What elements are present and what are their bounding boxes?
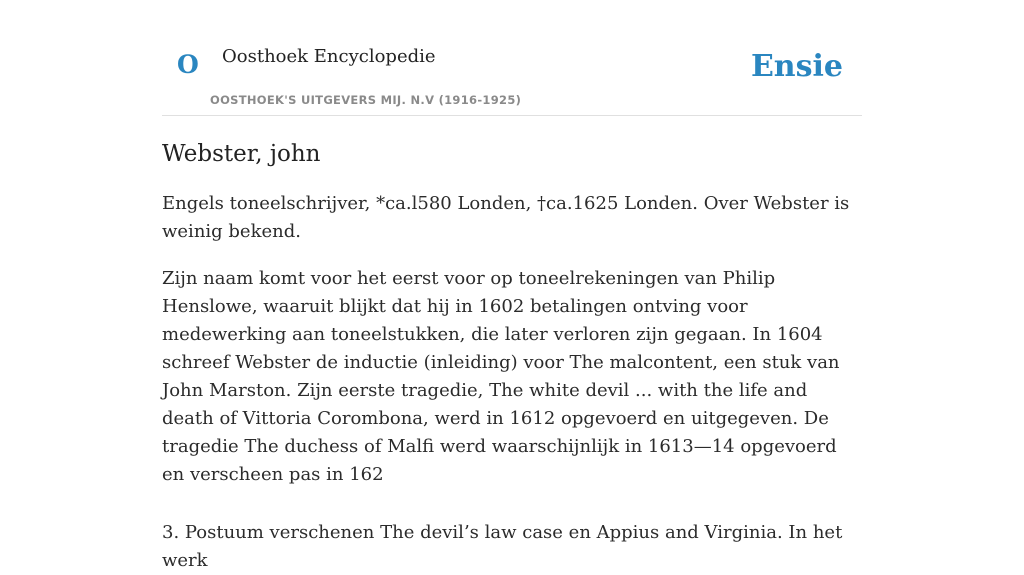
article-paragraph: Zijn naam komt voor het eerst voor op toneelrekeningen van Philip Henslowe, waaruit blijkt dat hij in 1602 betalingen ontving voor medewerking aan toneelstukken, die later verloren zijn gegaan. In 1604 schreef Webster de inductie (inleiding) voor The malcontent, een stuk van John Marston. Zijn eerste tragedie, The white devil ... with the life and death of Vittoria Corombona, werd in 1612 opgevoerd en uitgegeven. De tragedie The duchess of Malfi werd waarschijnlijk in 1613—14 opgevoerd en verscheen pas in 162 bbox=[162, 267, 840, 485]
publisher-label: OOSTHOEK'S UITGEVERS MIJ. N.V (1916-1925) bbox=[210, 93, 522, 107]
article-body bbox=[162, 190, 862, 575]
source-logo[interactable]: O bbox=[177, 50, 199, 79]
article-paragraph: 3. Postuum verschenen The devil’s law case en Appius and Virginia. In het werk bbox=[162, 521, 843, 571]
header bbox=[162, 0, 862, 116]
source-title[interactable]: Oosthoek Encyclopedie bbox=[222, 46, 436, 67]
article-paragraph: Engels toneelschrijver, *ca.l580 Londen, †ca.1625 Londen. Over Webster is weinig bekend. bbox=[162, 192, 850, 242]
ensie-logo-link[interactable]: Ensie bbox=[750, 49, 843, 84]
article-title: Webster, john bbox=[162, 141, 321, 167]
content-column bbox=[162, 0, 862, 575]
